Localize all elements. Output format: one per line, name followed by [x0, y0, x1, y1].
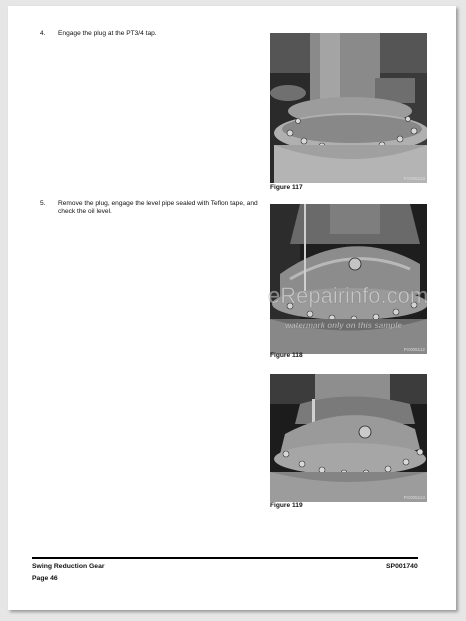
step-text: Engage the plug at the PT3/4 tap. [58, 30, 157, 37]
watermark-subtitle: watermark only on this sample [285, 321, 402, 330]
figure-119-caption: Figure 119 [270, 502, 303, 509]
figure-ref: FG005110 [403, 176, 425, 181]
figure-117-caption: Figure 117 [270, 184, 303, 191]
figure-118-photo [270, 204, 427, 354]
step-number: 4. [40, 30, 46, 37]
figure-118-caption: Figure 118 [270, 352, 303, 359]
step-text: Remove the plug, engage the level pipe sealed with Teflon tape, and check the oil level. [58, 200, 258, 215]
figure-119-photo [270, 374, 427, 502]
figure-ref: FG005112 [403, 347, 425, 352]
footer-page-number: Page 46 [32, 575, 58, 582]
footer-title: Swing Reduction Gear [32, 563, 105, 570]
footer-doc-code: SP001740 [386, 563, 418, 570]
step-number: 5. [40, 200, 46, 207]
watermark: eRepairinfo.com [268, 283, 429, 308]
figure-117-photo [270, 33, 427, 183]
footer-divider [32, 557, 418, 559]
figure-ref: FG005113 [403, 495, 425, 500]
